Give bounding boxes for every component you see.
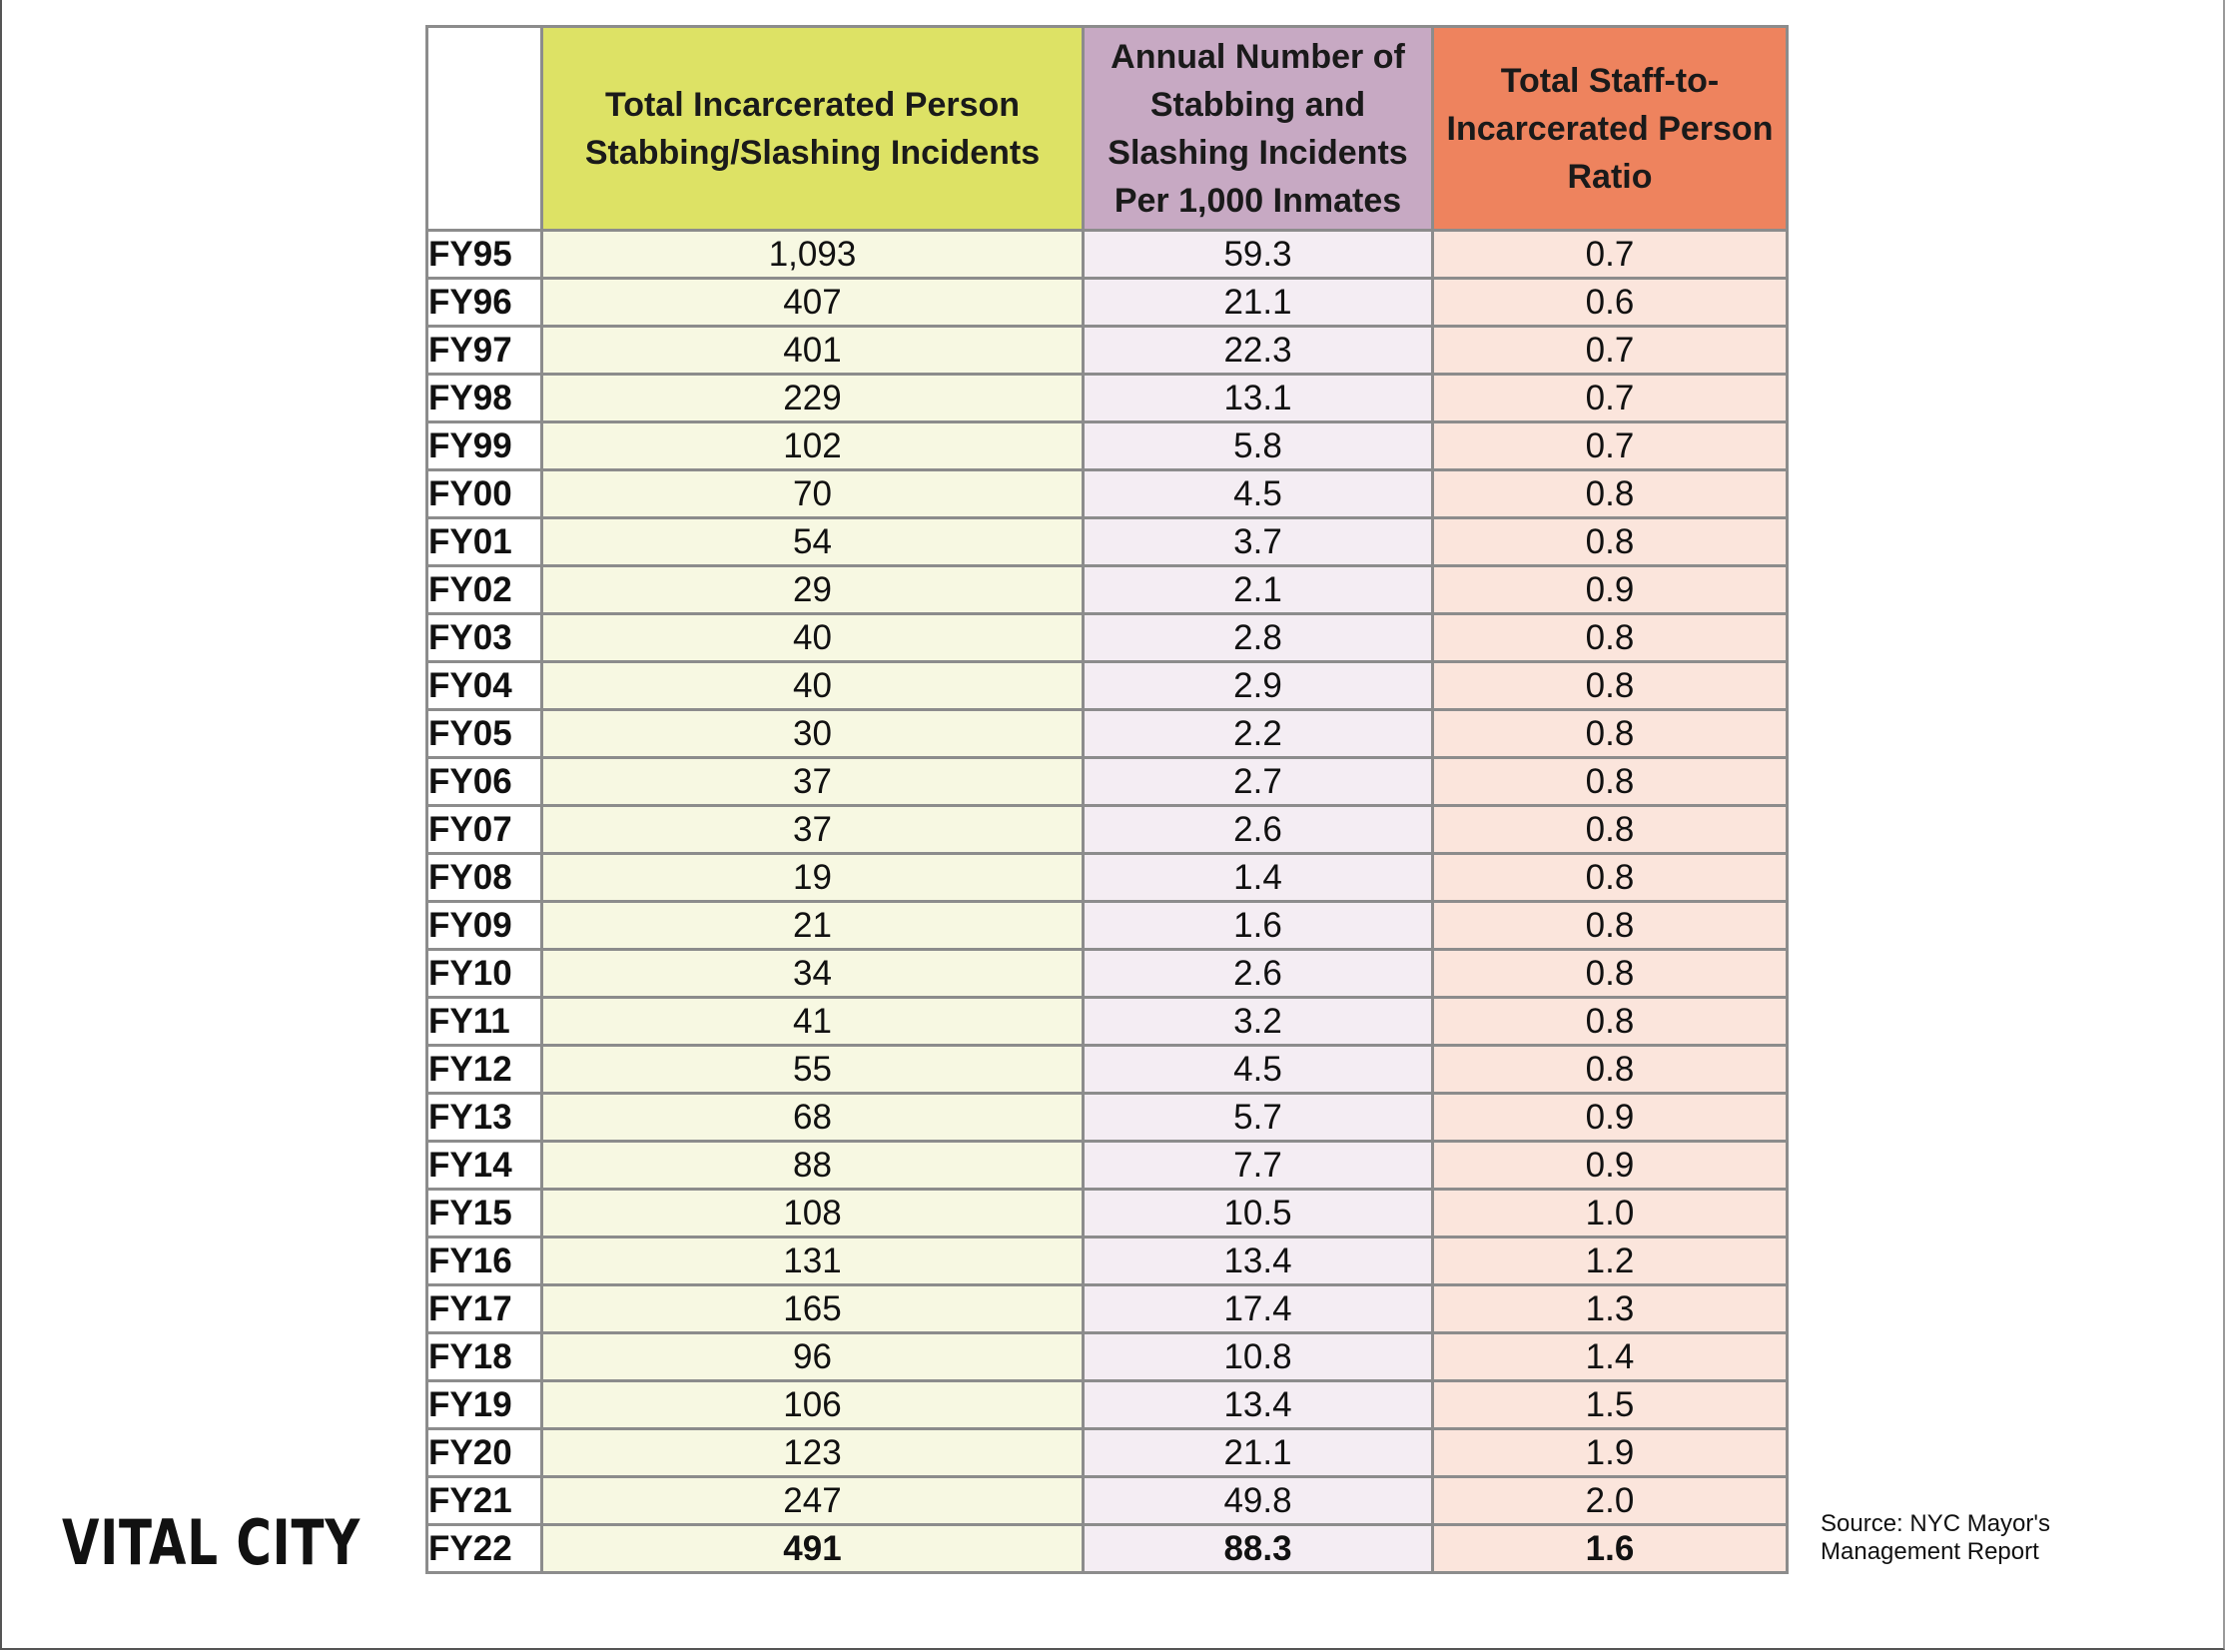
- incidents-per-1000-cell: 2.6: [1084, 950, 1433, 998]
- incidents-cell: 37: [542, 758, 1084, 806]
- row-year-cell: FY11: [427, 998, 542, 1046]
- row-year-cell: FY18: [427, 1333, 542, 1381]
- incidents-per-1000-cell: 4.5: [1084, 1046, 1433, 1094]
- table-row: [427, 950, 1788, 998]
- header-year-cell: [427, 27, 542, 231]
- incidents-per-1000-cell: 2.2: [1084, 710, 1433, 758]
- table-row: [427, 758, 1788, 806]
- staff-ratio-cell: 0.9: [1433, 1094, 1788, 1142]
- table-row: [427, 1525, 1788, 1573]
- table-row: [427, 422, 1788, 470]
- incidents-cell: 102: [542, 422, 1084, 470]
- row-year-cell: FY17: [427, 1285, 542, 1333]
- staff-ratio-cell: 1.3: [1433, 1285, 1788, 1333]
- incidents-cell: 1,093: [542, 231, 1084, 279]
- incidents-per-1000-cell: 21.1: [1084, 279, 1433, 327]
- source-line-2: Management Report: [1821, 1538, 2039, 1565]
- row-year-cell: FY22: [427, 1525, 542, 1573]
- table-row: [427, 1238, 1788, 1285]
- incidents-cell: 407: [542, 279, 1084, 327]
- row-year-cell: FY14: [427, 1142, 542, 1190]
- row-year-cell: FY21: [427, 1477, 542, 1525]
- incidents-per-1000-cell: 13.1: [1084, 375, 1433, 422]
- table-row: [427, 231, 1788, 279]
- row-year-cell: FY99: [427, 422, 542, 470]
- row-year-cell: FY04: [427, 662, 542, 710]
- table-row: [427, 566, 1788, 614]
- staff-ratio-cell: 0.6: [1433, 279, 1788, 327]
- staff-ratio-cell: 0.7: [1433, 231, 1788, 279]
- staff-ratio-cell: 1.0: [1433, 1190, 1788, 1238]
- row-year-cell: FY00: [427, 470, 542, 518]
- incidents-cell: 491: [542, 1525, 1084, 1573]
- staff-ratio-cell: 0.8: [1433, 806, 1788, 854]
- header-staff-ratio: Total Staff-to-Incarcerated Person Ratio: [1433, 27, 1788, 231]
- staff-ratio-cell: 0.8: [1433, 1046, 1788, 1094]
- row-year-cell: FY02: [427, 566, 542, 614]
- incidents-cell: 96: [542, 1333, 1084, 1381]
- staff-ratio-cell: 1.9: [1433, 1429, 1788, 1477]
- incidents-cell: 54: [542, 518, 1084, 566]
- table-row: [427, 1142, 1788, 1190]
- incidents-cell: 55: [542, 1046, 1084, 1094]
- staff-ratio-cell: 0.8: [1433, 470, 1788, 518]
- incidents-per-1000-cell: 88.3: [1084, 1525, 1433, 1573]
- source-note: [1821, 1510, 2120, 1566]
- table-row: [427, 327, 1788, 375]
- source-line-1: Source: NYC Mayor's: [1821, 1510, 2050, 1537]
- incidents-per-1000-cell: 2.8: [1084, 614, 1433, 662]
- table-row: [427, 806, 1788, 854]
- row-year-cell: FY20: [427, 1429, 542, 1477]
- incidents-cell: 70: [542, 470, 1084, 518]
- staff-ratio-cell: 0.8: [1433, 710, 1788, 758]
- incidents-cell: 29: [542, 566, 1084, 614]
- row-year-cell: FY13: [427, 1094, 542, 1142]
- incidents-per-1000-cell: 3.2: [1084, 998, 1433, 1046]
- staff-ratio-cell: 0.8: [1433, 902, 1788, 950]
- row-year-cell: FY05: [427, 710, 542, 758]
- staff-ratio-cell: 1.6: [1433, 1525, 1788, 1573]
- staff-ratio-cell: 0.8: [1433, 518, 1788, 566]
- row-year-cell: FY98: [427, 375, 542, 422]
- table-row: [427, 1381, 1788, 1429]
- table-row: [427, 854, 1788, 902]
- table-row: [427, 1429, 1788, 1477]
- table-row: [427, 279, 1788, 327]
- table-row: [427, 375, 1788, 422]
- row-year-cell: FY03: [427, 614, 542, 662]
- staff-ratio-cell: 1.4: [1433, 1333, 1788, 1381]
- incidents-per-1000-cell: 17.4: [1084, 1285, 1433, 1333]
- incidents-per-1000-cell: 5.8: [1084, 422, 1433, 470]
- staff-ratio-cell: 0.8: [1433, 854, 1788, 902]
- row-year-cell: FY07: [427, 806, 542, 854]
- incidents-cell: 123: [542, 1429, 1084, 1477]
- incidents-cell: 40: [542, 614, 1084, 662]
- incidents-cell: 106: [542, 1381, 1084, 1429]
- incidents-cell: 30: [542, 710, 1084, 758]
- staff-ratio-cell: 0.9: [1433, 1142, 1788, 1190]
- staff-ratio-cell: 0.8: [1433, 758, 1788, 806]
- table-row: [427, 518, 1788, 566]
- incidents-cell: 108: [542, 1190, 1084, 1238]
- incidents-cell: 401: [542, 327, 1084, 375]
- staff-ratio-cell: 0.7: [1433, 327, 1788, 375]
- staff-ratio-cell: 2.0: [1433, 1477, 1788, 1525]
- incidents-per-1000-cell: 59.3: [1084, 231, 1433, 279]
- incidents-per-1000-cell: 2.6: [1084, 806, 1433, 854]
- incidents-cell: 131: [542, 1238, 1084, 1285]
- incidents-per-1000-cell: 21.1: [1084, 1429, 1433, 1477]
- incidents-per-1000-cell: 1.6: [1084, 902, 1433, 950]
- incidents-cell: 247: [542, 1477, 1084, 1525]
- vital-city-logo: VITAL CITY: [62, 1506, 362, 1579]
- incidents-cell: 40: [542, 662, 1084, 710]
- incidents-per-1000-cell: 5.7: [1084, 1094, 1433, 1142]
- table-row: [427, 998, 1788, 1046]
- header-row: [427, 27, 1788, 231]
- incidents-cell: 68: [542, 1094, 1084, 1142]
- staff-ratio-cell: 0.8: [1433, 662, 1788, 710]
- table-row: [427, 1190, 1788, 1238]
- row-year-cell: FY19: [427, 1381, 542, 1429]
- staff-ratio-cell: 0.8: [1433, 950, 1788, 998]
- incidents-per-1000-cell: 10.8: [1084, 1333, 1433, 1381]
- table-body: [427, 231, 1788, 1573]
- incidents-cell: 229: [542, 375, 1084, 422]
- data-table: [425, 25, 1789, 1574]
- table-row: [427, 662, 1788, 710]
- incidents-per-1000-cell: 2.7: [1084, 758, 1433, 806]
- incidents-per-1000-cell: 3.7: [1084, 518, 1433, 566]
- incidents-per-1000-cell: 2.9: [1084, 662, 1433, 710]
- row-year-cell: FY09: [427, 902, 542, 950]
- staff-ratio-cell: 1.2: [1433, 1238, 1788, 1285]
- table-row: [427, 902, 1788, 950]
- table-row: [427, 470, 1788, 518]
- staff-ratio-cell: 1.5: [1433, 1381, 1788, 1429]
- staff-ratio-cell: 0.7: [1433, 375, 1788, 422]
- row-year-cell: FY01: [427, 518, 542, 566]
- row-year-cell: FY06: [427, 758, 542, 806]
- incidents-cell: 37: [542, 806, 1084, 854]
- table-row: [427, 1285, 1788, 1333]
- staff-ratio-cell: 0.9: [1433, 566, 1788, 614]
- incidents-per-1000-cell: 2.1: [1084, 566, 1433, 614]
- row-year-cell: FY12: [427, 1046, 542, 1094]
- header-total-incidents: Total Incarcerated Person Stabbing/Slashing Incidents: [542, 27, 1084, 231]
- table-row: [427, 710, 1788, 758]
- incidents-cell: 21: [542, 902, 1084, 950]
- incidents-cell: 34: [542, 950, 1084, 998]
- incidents-per-1000-cell: 1.4: [1084, 854, 1433, 902]
- staff-ratio-cell: 0.8: [1433, 614, 1788, 662]
- incidents-per-1000-cell: 13.4: [1084, 1381, 1433, 1429]
- table-row: [427, 1046, 1788, 1094]
- row-year-cell: FY96: [427, 279, 542, 327]
- staff-ratio-cell: 0.8: [1433, 998, 1788, 1046]
- staff-ratio-cell: 0.7: [1433, 422, 1788, 470]
- row-year-cell: FY16: [427, 1238, 542, 1285]
- table-row: [427, 1477, 1788, 1525]
- row-year-cell: FY08: [427, 854, 542, 902]
- row-year-cell: FY97: [427, 327, 542, 375]
- table-row: [427, 1333, 1788, 1381]
- header-incidents-per-1000: Annual Number of Stabbing and Slashing Incidents Per 1,000 Inmates: [1084, 27, 1433, 231]
- incidents-per-1000-cell: 13.4: [1084, 1238, 1433, 1285]
- row-year-cell: FY95: [427, 231, 542, 279]
- incidents-per-1000-cell: 7.7: [1084, 1142, 1433, 1190]
- incidents-cell: 165: [542, 1285, 1084, 1333]
- incidents-per-1000-cell: 22.3: [1084, 327, 1433, 375]
- incidents-per-1000-cell: 10.5: [1084, 1190, 1433, 1238]
- incidents-per-1000-cell: 49.8: [1084, 1477, 1433, 1525]
- incidents-per-1000-cell: 4.5: [1084, 470, 1433, 518]
- incidents-cell: 19: [542, 854, 1084, 902]
- table-row: [427, 1094, 1788, 1142]
- row-year-cell: FY10: [427, 950, 542, 998]
- row-year-cell: FY15: [427, 1190, 542, 1238]
- incidents-cell: 88: [542, 1142, 1084, 1190]
- incidents-cell: 41: [542, 998, 1084, 1046]
- table-row: [427, 614, 1788, 662]
